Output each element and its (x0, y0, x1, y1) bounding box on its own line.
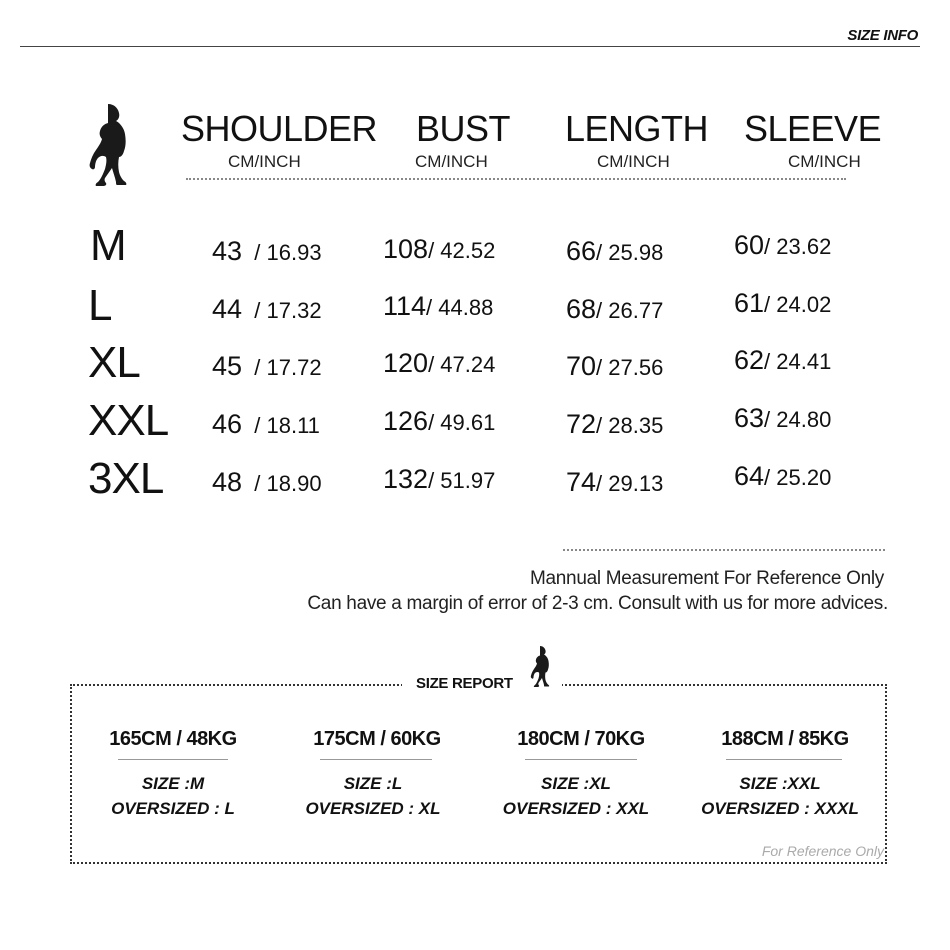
note-line-1: Mannual Measurement For Reference Only (530, 568, 884, 589)
report-rule-4 (726, 759, 842, 760)
note-dotted-divider (563, 549, 885, 551)
walking-figure-icon (84, 102, 132, 190)
column-title-length: LENGTH (565, 108, 709, 149)
report-oversized-2: OVERSIZED : XL (305, 799, 441, 818)
size-label-3xl: 3XL (88, 454, 164, 503)
report-rule-3 (525, 759, 637, 760)
cell-shoulder-3xl: 48 / 18.90 (212, 467, 322, 497)
size-info-heading: SIZE INFO (847, 27, 918, 44)
report-size-2: SIZE :L (343, 774, 403, 793)
cell-length-3xl: 74/ 29.13 (566, 467, 664, 497)
cell-bust-m: 108/ 42.52 (383, 234, 496, 264)
cell-bust-l: 114/ 44.88 (383, 291, 494, 321)
cell-shoulder-xl: 45 / 17.72 (212, 351, 322, 381)
cell-shoulder-m: 43 / 16.93 (212, 236, 322, 266)
cell-sleeve-xl: 62/ 24.41 (734, 345, 832, 375)
cell-sleeve-3xl: 64/ 25.20 (734, 461, 832, 491)
cell-shoulder-l: 44 / 17.32 (212, 294, 322, 324)
size-label-m: M (90, 221, 126, 270)
report-body-1: 165CM / 48KG (109, 728, 237, 750)
size-label-xl: XL (88, 338, 140, 387)
column-unit-length: CM/INCH (597, 152, 670, 171)
report-body-2: 175CM / 60KG (313, 728, 441, 750)
cell-length-l: 68/ 26.77 (566, 294, 664, 324)
report-oversized-1: OVERSIZED : L (111, 799, 235, 818)
column-unit-sleeve: CM/INCH (788, 152, 861, 171)
column-title-bust: BUST (416, 108, 511, 149)
cell-sleeve-m: 60/ 23.62 (734, 230, 832, 260)
cell-bust-3xl: 132/ 51.97 (383, 464, 496, 494)
cell-length-m: 66/ 25.98 (566, 236, 664, 266)
walking-figure-small-icon (528, 643, 552, 691)
cell-bust-xl: 120/ 47.24 (383, 348, 496, 378)
size-label-l: L (88, 281, 112, 330)
report-size-1: SIZE :M (141, 774, 205, 793)
cell-length-xl: 70/ 27.56 (566, 351, 664, 381)
cell-length-xxl: 72/ 28.35 (566, 409, 664, 439)
report-oversized-3: OVERSIZED : XXL (502, 799, 650, 818)
cell-bust-xxl: 126/ 49.61 (383, 406, 496, 436)
column-unit-bust: CM/INCH (415, 152, 488, 171)
size-label-xxl: XXL (88, 396, 169, 445)
report-size-3: SIZE :XL (541, 774, 611, 793)
column-title-shoulder: SHOULDER (181, 108, 378, 149)
report-rule-2 (320, 759, 432, 760)
cell-shoulder-xxl: 46 / 18.11 (212, 409, 320, 439)
header-dotted-divider (186, 178, 846, 180)
report-body-4: 188CM / 85KG (721, 728, 849, 750)
cell-sleeve-l: 61/ 24.02 (734, 288, 832, 318)
header-divider (20, 46, 920, 47)
size-report-title: SIZE REPORT (416, 675, 513, 692)
note-line-2: Can have a margin of error of 2-3 cm. Consult with us for more advices. (307, 593, 888, 614)
cell-sleeve-xxl: 63/ 24.80 (734, 403, 832, 433)
report-rule-1 (118, 759, 228, 760)
column-unit-shoulder: CM/INCH (228, 152, 301, 171)
report-body-3: 180CM / 70KG (517, 728, 645, 750)
report-size-4: SIZE :XXL (739, 774, 821, 793)
column-title-sleeve: SLEEVE (744, 108, 882, 149)
report-oversized-4: OVERSIZED : XXXL (701, 799, 859, 818)
reference-footnote: For Reference Only (761, 843, 884, 859)
